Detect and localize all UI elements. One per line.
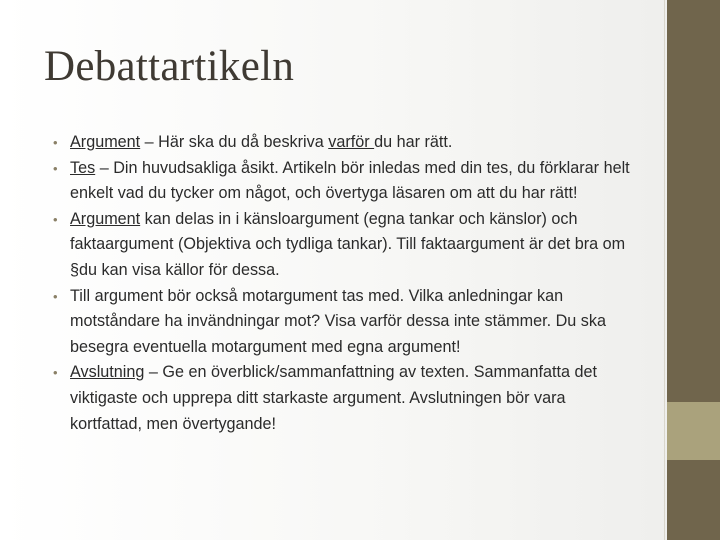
slide-title: Debattartikeln [44, 43, 295, 90]
bullet-text: du har rätt. [374, 133, 453, 151]
bullet-icon: • [53, 160, 58, 176]
bullet-icon: • [53, 211, 58, 227]
term-argument: Argument [70, 133, 141, 151]
sidebar-divider [664, 0, 665, 540]
bullet-list [53, 130, 638, 437]
bullet-argument [53, 130, 638, 156]
bullet-avslutning [53, 360, 638, 437]
term-tes: Tes [70, 158, 96, 177]
term-argument: Argument [70, 209, 141, 228]
bullet-icon: • [53, 365, 58, 381]
bullet-text: – Din huvudsakliga åsikt. Artikeln bör inledas med din tes, du förklarar helt enkelt vad du tycker om något, och övertyga läsaren om att du har rätt! [70, 158, 630, 203]
term-avslutning: Avslutning [70, 363, 145, 382]
decorative-sidebar-accent [667, 402, 720, 460]
bullet-tes [53, 156, 638, 207]
bullet-text: Till argument bör också motargument tas med. Vilka anledningar kan motståndare ha invändningar mot? Visa varför dessa inte stämmer. Du ska besegra eventuella motargument med egna argument! [70, 286, 606, 356]
emphasis-varfor: varför [328, 133, 375, 151]
bullet-icon: • [53, 135, 58, 150]
bullet-text: kan delas in i känsloargument (egna tankar och känslor) och faktaargument (Objektiva och tydliga tankar). Till faktaargument är det bra om §du kan visa källor för dessa. [70, 209, 626, 279]
bullet-text: – Ge en överblick/sammanfattning av texten. Sammanfatta det viktigaste och upprepa ditt starkaste argument. Avslutningen bör vara kortfattad, men övertygande! [70, 363, 597, 433]
bullet-motargument [53, 284, 638, 361]
bullet-icon: • [53, 288, 58, 304]
bullet-argument-types [53, 207, 638, 284]
bullet-text: – Här ska du då beskriva [140, 133, 329, 151]
